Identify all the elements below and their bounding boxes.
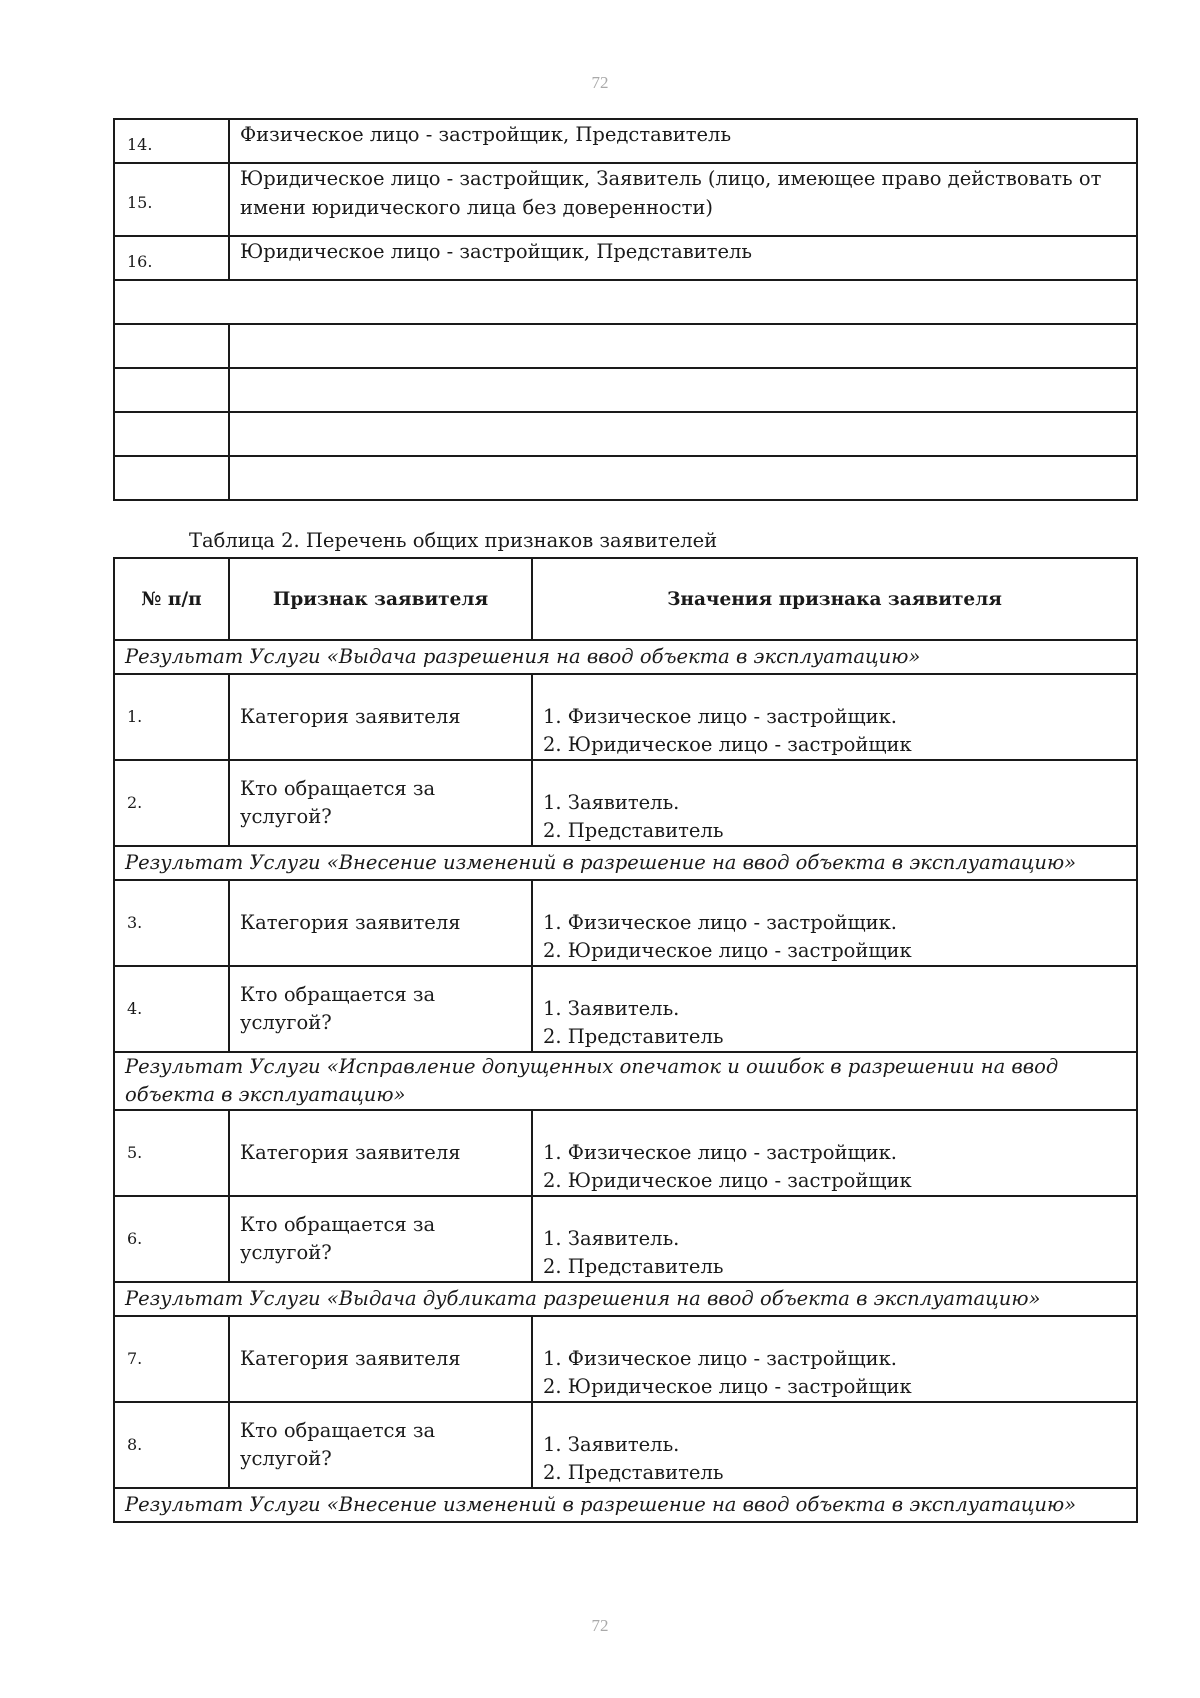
attribute-values (532, 1196, 1137, 1282)
section-row (114, 846, 1137, 880)
empty-row (114, 368, 1137, 412)
section-row (114, 640, 1137, 674)
attribute-name: Кто обращается за услугой? (229, 1196, 532, 1282)
table-row (114, 1402, 1137, 1488)
value-line: 1. Физическое лицо - застройщик. (543, 705, 897, 728)
row-text: Юридическое лицо - застройщик, Заявитель (лицо, имеющее право действовать от имени юридического лица без доверенности) (229, 163, 1137, 236)
row-number: 7. (114, 1316, 229, 1402)
value-line: 2. Юридическое лицо - застройщик (543, 1375, 912, 1398)
section-row (114, 1282, 1137, 1316)
header-values: Значения признака заявителя (532, 558, 1137, 640)
attribute-values (532, 1402, 1137, 1488)
section-title: Результат Услуги «Выдача дубликата разрешения на ввод объекта в эксплуатацию» (114, 1282, 1137, 1316)
section-title: Результат Услуги «Внесение изменений в разрешение на ввод объекта в эксплуатацию» (114, 1488, 1137, 1522)
value-line: 2. Юридическое лицо - застройщик (543, 733, 912, 756)
table-caption: Таблица 2. Перечень общих признаков заявителей (189, 529, 718, 552)
row-number: 6. (114, 1196, 229, 1282)
section-row (114, 1052, 1137, 1110)
empty-row (114, 456, 1137, 500)
empty-cell (114, 280, 1137, 324)
empty-cell (114, 368, 229, 412)
value-line: 1. Заявитель. (543, 1433, 680, 1456)
table-row (114, 674, 1137, 760)
attribute-values (532, 880, 1137, 966)
value-line: 2. Представитель (543, 1461, 724, 1484)
empty-cell (229, 412, 1137, 456)
section-title: Результат Услуги «Внесение изменений в разрешение на ввод объекта в эксплуатацию» (114, 846, 1137, 880)
table-header-row (114, 558, 1137, 640)
value-line: 2. Представитель (543, 819, 724, 842)
attribute-name: Категория заявителя (229, 674, 532, 760)
empty-cell (114, 456, 229, 500)
row-number: 8. (114, 1402, 229, 1488)
table-row (114, 1316, 1137, 1402)
row-number: 3. (114, 880, 229, 966)
value-line: 2. Юридическое лицо - застройщик (543, 1169, 912, 1192)
value-line: 1. Физическое лицо - застройщик. (543, 1347, 897, 1370)
value-line: 2. Представитель (543, 1025, 724, 1048)
page-number-bottom: 72 (591, 1616, 609, 1635)
row-text: Физическое лицо - застройщик, Представитель (229, 119, 1137, 163)
section-title: Результат Услуги «Исправление допущенных опечаток и ошибок в разрешении на ввод объекта в эксплуатацию» (114, 1052, 1137, 1110)
table-row (114, 119, 1137, 163)
applicants-table-continued (113, 118, 1138, 501)
applicant-attributes-table (113, 557, 1138, 1523)
attribute-values (532, 760, 1137, 846)
empty-row (114, 412, 1137, 456)
attribute-name: Кто обращается за услугой? (229, 966, 532, 1052)
empty-row (114, 280, 1137, 324)
empty-cell (229, 368, 1137, 412)
value-line: 1. Заявитель. (543, 997, 680, 1020)
attribute-name: Кто обращается за услугой? (229, 760, 532, 846)
value-line: 1. Физическое лицо - застройщик. (543, 1141, 897, 1164)
table-row (114, 966, 1137, 1052)
row-number: 1. (114, 674, 229, 760)
section-title: Результат Услуги «Выдача разрешения на ввод объекта в эксплуатацию» (114, 640, 1137, 674)
empty-cell (114, 324, 229, 368)
header-attribute: Признак заявителя (229, 558, 532, 640)
attribute-values (532, 674, 1137, 760)
page-number-top: 72 (591, 73, 609, 92)
attribute-name: Кто обращается за услугой? (229, 1402, 532, 1488)
attribute-name: Категория заявителя (229, 1316, 532, 1402)
value-line: 1. Физическое лицо - застройщик. (543, 911, 897, 934)
table-row (114, 1110, 1137, 1196)
attribute-name: Категория заявителя (229, 1110, 532, 1196)
row-number: 5. (114, 1110, 229, 1196)
row-number: 16. (114, 236, 229, 280)
row-text: Юридическое лицо - застройщик, Представитель (229, 236, 1137, 280)
attribute-values (532, 1316, 1137, 1402)
row-number: 14. (114, 119, 229, 163)
attribute-values (532, 1110, 1137, 1196)
header-number: № п/п (114, 558, 229, 640)
attribute-name: Категория заявителя (229, 880, 532, 966)
table-row (114, 1196, 1137, 1282)
value-line: 1. Заявитель. (543, 791, 680, 814)
row-number: 15. (114, 163, 229, 236)
value-line: 1. Заявитель. (543, 1227, 680, 1250)
empty-cell (229, 324, 1137, 368)
empty-row (114, 324, 1137, 368)
section-row (114, 1488, 1137, 1522)
attribute-values (532, 966, 1137, 1052)
empty-cell (114, 412, 229, 456)
table-row (114, 236, 1137, 280)
table-row (114, 760, 1137, 846)
empty-cell (229, 456, 1137, 500)
value-line: 2. Представитель (543, 1255, 724, 1278)
table-row (114, 163, 1137, 236)
row-number: 4. (114, 966, 229, 1052)
table-row (114, 880, 1137, 966)
value-line: 2. Юридическое лицо - застройщик (543, 939, 912, 962)
row-number: 2. (114, 760, 229, 846)
